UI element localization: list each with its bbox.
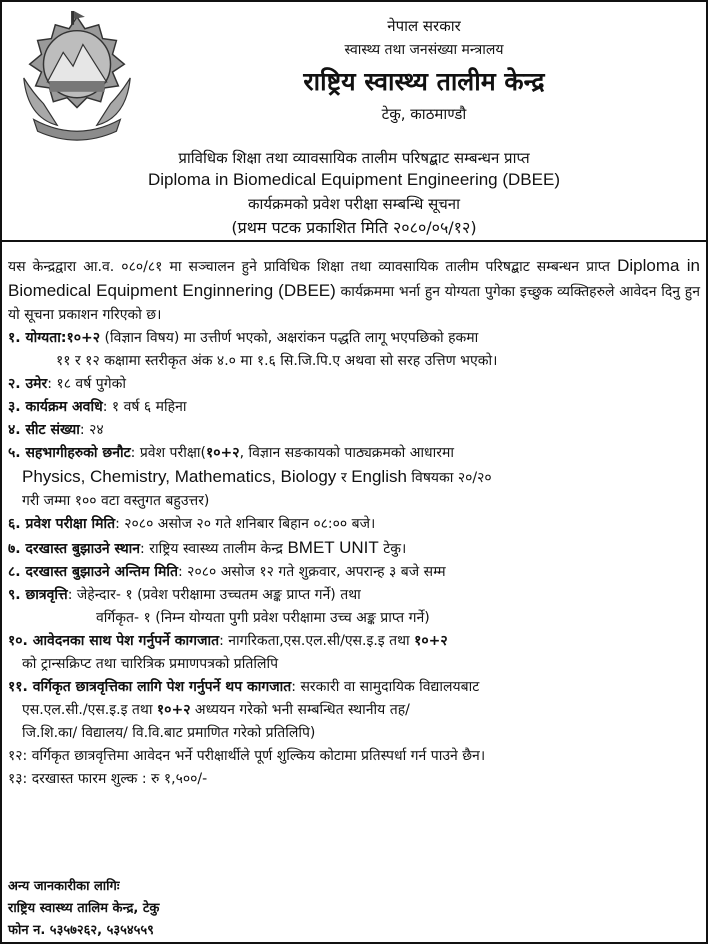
item-eligibility-cont: ११ र १२ कक्षामा स्तरीकृत अंक ४.० मा १.६ सि.जि.पि.ए अथवा सो सरह उत्तिण भएको। xyxy=(56,353,498,369)
intro-paragraph xyxy=(8,254,700,327)
item-documents xyxy=(8,630,700,653)
item-scholarship xyxy=(8,584,700,607)
unit-name: BMET UNIT xyxy=(287,538,379,557)
item-text: एस.एल.सी./एस.इ.इ तथा xyxy=(22,702,157,718)
item-label: ५. सहभागीहरुको छनौट xyxy=(8,445,131,461)
publish-date: (प्रथम पटक प्रकाशित मिति २०८०/०५/१२) xyxy=(231,218,477,237)
header-organization: राष्ट्रिय स्वास्थ्य तालीम केन्द्र xyxy=(303,67,545,96)
footer-heading: अन्य जानकारीका लागिः xyxy=(8,879,120,894)
item-label: ३. कार्यक्रम अवधि xyxy=(8,399,103,415)
item-label: ४. सीट संख्या xyxy=(8,422,80,438)
item-text: : १८ वर्ष पुगेको xyxy=(47,376,126,392)
item-text: : नागरिकता,एस.एल.सी/एस.इ.इ तथा xyxy=(219,633,415,649)
footer-organization: राष्ट्रिय स्वास्थ्य तालिम केन्द्र, टेकु xyxy=(8,901,160,916)
item-text: : प्रवेश परीक्षा( xyxy=(130,445,206,461)
item-scholarship-cont: वर्गिकृत- १ (निम्न योग्यता पुगी प्रवेश परीक्षामा उच्च अङ्क प्राप्त गर्ने) xyxy=(96,610,430,626)
item-extra-documents-cont-1 xyxy=(8,699,700,722)
item-duration xyxy=(8,396,700,419)
item-text: टेकु। xyxy=(378,541,407,557)
item-extra-documents-cont-2: जि.शि.का/ विद्यालय/ वि.वि.बाट प्रमाणित गरेको प्रतिलिपि) xyxy=(22,725,316,741)
item-exam-date xyxy=(8,513,700,536)
subjects-list: Physics, Chemistry, Mathematics, Biology xyxy=(22,467,341,486)
conjunction: र xyxy=(341,470,352,486)
item-label: ७. दरखास्त बुझाउने स्थान xyxy=(8,541,141,557)
intro-course-name: Diploma in Biomedical Equipment Enginnering (DBEE) xyxy=(8,256,700,300)
affiliation-line: प्राविधिक शिक्षा तथा व्यावसायिक तालीम परिषद्बाट सम्बन्धन प्राप्त xyxy=(178,149,530,167)
item-documents-cont: को ट्रान्सक्रिप्ट तथा चारित्रिक प्रमाणपत्रको प्रतिलिपि xyxy=(22,656,279,672)
item-label: ८. दरखास्त बुझाउने अन्तिम मिति xyxy=(8,564,178,580)
item-text: , विज्ञान सङकायको पाठ्यक्रमको आधारमा xyxy=(239,445,455,461)
item-label: ११. वर्गिकृत छात्रवृत्तिका लागि पेश गर्नुपर्ने थप कागजात xyxy=(8,679,292,695)
item-label: ६. प्रवेश परीक्षा मिति xyxy=(8,516,116,532)
item-label: २. उमेर xyxy=(8,376,48,392)
item-text: : जेहेन्दार- १ (प्रवेश परीक्षामा उच्चतम अङ्क प्राप्त गर्ने) तथा xyxy=(67,587,361,603)
item-selection-subjects xyxy=(8,465,700,490)
item-form-fee: १३: दरखास्त फारम शुल्क : रु १,५००/- xyxy=(8,771,208,787)
notice-title: कार्यक्रमको प्रवेश परीक्षा सम्बन्धि सूचना xyxy=(247,195,461,213)
footer-phone: फोन न. ५३५७२६२, ५३५४५५९ xyxy=(8,923,154,938)
item-age xyxy=(8,373,700,396)
intro-text-1: यस केन्द्रद्वारा आ.व. ०८०/८१ मा सञ्चालन हुने प्राविधिक शिक्षा तथा व्यावसायिक तालीम परिषद्बाट सम्बन्धन प्राप्त xyxy=(8,259,618,275)
divider xyxy=(2,240,706,242)
header-location: टेकु, काठमाण्डौ xyxy=(381,105,467,123)
subject-english: English xyxy=(351,467,407,486)
item-selection xyxy=(8,442,700,465)
item-text-bold: १०+२ xyxy=(206,445,240,461)
item-deadline xyxy=(8,561,700,584)
item-text: : १ वर्ष ६ महिना xyxy=(102,399,187,415)
notice-body xyxy=(8,254,700,791)
item-extra-documents xyxy=(8,676,700,699)
item-text: अध्ययन गरेको भनी सम्बन्धित स्थानीय तह/ xyxy=(190,702,410,718)
item-quota-note: १२: वर्गिकृत छात्रवृत्तिमा आवेदन भर्ने परीक्षार्थीले पूर्ण शुल्किय कोटामा प्रतिस्पर्धा गर्न पाउने छैन। xyxy=(8,748,486,764)
item-label: १. योग्यता:१०+२ xyxy=(8,330,101,346)
item-text: : २४ xyxy=(79,422,104,438)
item-text: (विज्ञान विषय) मा उत्तीर्ण भएको, अक्षरांकन पद्धति लागू भएपछिको हकमा xyxy=(100,330,479,346)
item-text-bold: १०+२ xyxy=(414,633,448,649)
nepal-emblem-icon xyxy=(8,8,146,148)
header-government: नेपाल सरकार xyxy=(387,17,461,35)
item-text: : २०८० असोज २० गते शनिबार बिहान ०८:०० बजे। xyxy=(115,516,376,532)
intro-text-2: कार्यक्रममा भर्ना हुन योग्यता पुगेका इच्छुक व्यक्तिहरुले आवेदन दिनु हुन यो सूचना प्रकाशन गरिएको छ। xyxy=(8,284,700,323)
item-label: ९. छात्रवृत्ति xyxy=(8,587,68,603)
item-label: १०. आवेदनका साथ पेश गर्नुपर्ने कागजात xyxy=(8,633,220,649)
item-text: विषयका २०/२० xyxy=(406,470,492,486)
header-ministry: स्वास्थ्य तथा जनसंख्या मन्त्रालय xyxy=(344,42,504,58)
item-text: : सरकारी वा सामुदायिक विद्यालयबाट xyxy=(291,679,480,695)
item-seats xyxy=(8,419,700,442)
item-text-bold: १०+२ xyxy=(156,702,191,718)
item-selection-cont: गरी जम्मा १०० वटा वस्तुगत बहुउत्तर) xyxy=(22,493,210,509)
item-eligibility xyxy=(8,327,700,350)
item-text: : २०८० असोज १२ गते शुक्रवार, अपरान्ह ३ बजे सम्म xyxy=(178,564,446,580)
contact-footer xyxy=(8,876,159,942)
item-text: : राष्ट्रिय स्वास्थ्य तालीम केन्द्र xyxy=(140,541,288,557)
program-title: Diploma in Biomedical Equipment Engineering (DBEE) xyxy=(148,170,560,189)
item-submission-place xyxy=(8,536,700,561)
